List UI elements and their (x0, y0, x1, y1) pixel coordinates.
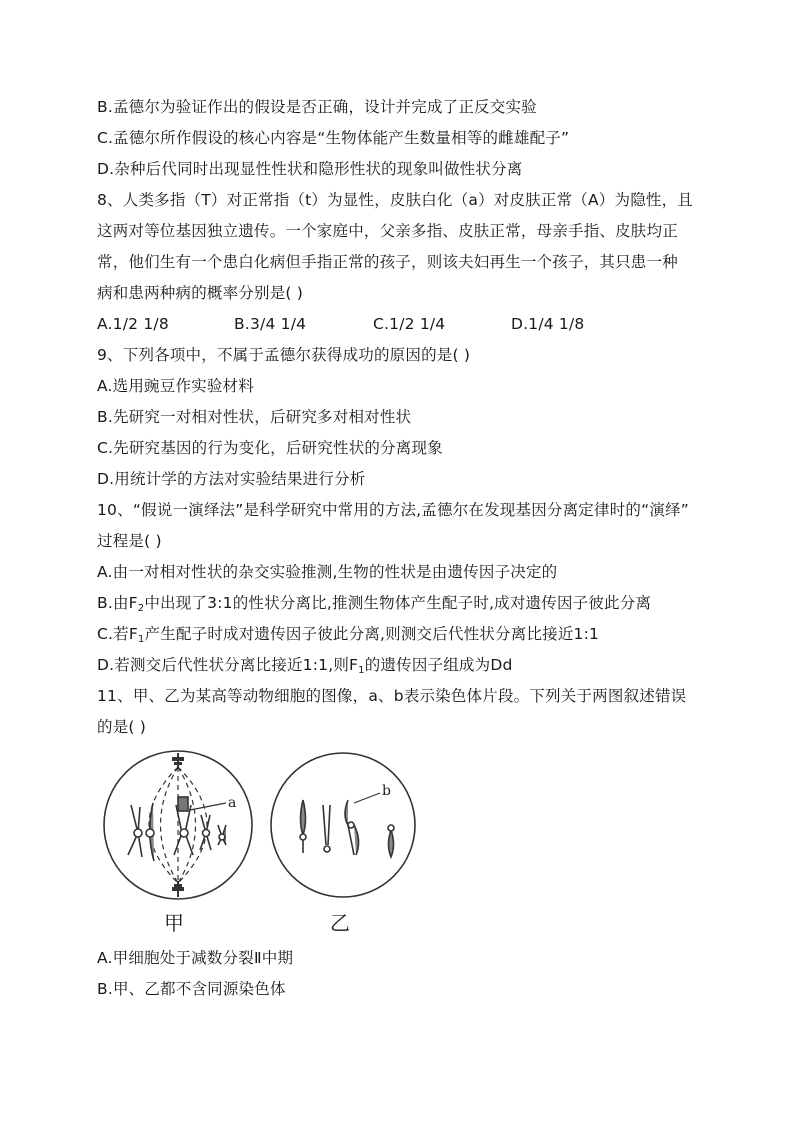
q8-option-b: B.3/4 1/4 (234, 315, 307, 333)
q10c-subscript: 1 (137, 634, 145, 645)
cell-diagram (98, 745, 458, 945)
q7-option-b: B.孟德尔为验证作出的假设是否正确，设计并完成了正反交实验 (97, 98, 537, 116)
pointer-line-b (354, 793, 380, 803)
q10c-text-pre: C.若F (97, 625, 138, 643)
q10-option-d (97, 655, 513, 681)
centrosome-bottom (172, 881, 184, 897)
chromosome-small (218, 825, 226, 845)
mark-b: b (382, 783, 391, 799)
q11-option-a: A.甲细胞处于减数分裂Ⅱ中期 (97, 949, 294, 967)
chromosome-yi-4 (388, 825, 394, 857)
chromosome-x-middle (174, 797, 193, 855)
chromosome-x-middle2 (200, 815, 211, 850)
mark-a: a (228, 795, 237, 811)
q8-stem-line-1: 8、人类多指（T）对正常指（t）为显性，皮肤白化（a）对皮肤正常（A）为隐性，且 (97, 191, 694, 209)
q8-stem-line-2: 这两对等位基因独立遗传。一个家庭中，父亲多指、皮肤正常，母亲手指、皮肤均正 (97, 222, 678, 240)
q10d-text-pre: D.若测交后代性状分离比接近1:1,则F (97, 656, 359, 674)
q10-stem-line-2: 过程是( ) (97, 532, 162, 550)
cell-yi (271, 753, 415, 897)
chromosome-yi-2 (323, 805, 330, 852)
chromosome-x-left2 (146, 803, 154, 861)
q8-option-d: D.1/4 1/8 (511, 315, 585, 333)
q8-option-c: C.1/2 1/4 (373, 315, 446, 333)
q10-option-c (97, 624, 599, 650)
q7-option-c: C.孟德尔所作假设的核心内容是“生物体能产生数量相等的雌雄配子” (97, 129, 570, 147)
q9-option-a: A.选用豌豆作实验材料 (97, 377, 254, 395)
q10-option-b (97, 593, 651, 619)
label-jia: 甲 (164, 911, 184, 935)
q9-option-b: B.先研究一对相对性状，后研究多对相对性状 (97, 408, 412, 426)
cell-figure (98, 745, 458, 945)
centrosome-top (172, 753, 184, 769)
q10b-text-post: 中出现了3:1的性状分离比,推测生物体产生配子时,成对遗传因子彼此分离 (144, 594, 652, 612)
chromosome-x-left (128, 805, 142, 857)
q10b-subscript: 2 (137, 603, 145, 614)
pointer-line-a (190, 803, 226, 810)
q10c-text-post: 产生配子时成对遗传因子彼此分离,则测交后代性状分离比接近1:1 (144, 625, 600, 643)
chromosome-yi-1 (300, 800, 306, 853)
chromosome-yi-3 (345, 800, 359, 855)
q11-stem-line-2: 的是( ) (97, 718, 147, 736)
q8-stem-line-3: 常，他们生有一个患白化病但手指正常的孩子，则该夫妇再生一个孩子，其只患一种 (97, 253, 678, 271)
q10b-text-pre: B.由F (97, 594, 138, 612)
cell-jia (104, 751, 252, 899)
label-yi: 乙 (330, 911, 350, 935)
q9-option-d: D.用统计学的方法对实验结果进行分析 (97, 470, 366, 488)
cell-yi-membrane (271, 753, 415, 897)
q7-option-d: D.杂种后代同时出现显性性状和隐形性状的现象叫做性状分离 (97, 160, 523, 178)
q11-stem-line-1: 11、甲、乙为某高等动物细胞的图像，a、b表示染色体片段。下列关于两图叙述错误 (97, 687, 687, 705)
q10-option-a: A.由一对相对性状的杂交实验推测,生物的性状是由遗传因子决定的 (97, 563, 558, 581)
q9-option-c: C.先研究基因的行为变化，后研究性状的分离现象 (97, 439, 443, 457)
q10-stem-line-1: 10、“假说一演绎法”是科学研究中常用的方法,孟德尔在发现基因分离定律时的“演绎” (97, 501, 689, 519)
q8-option-a: A.1/2 1/8 (97, 315, 169, 333)
spindle-fiber (178, 767, 207, 883)
q10d-text-post: 的遗传因子组成为Dd (364, 656, 513, 674)
q10d-subscript: 1 (358, 665, 365, 676)
q9-stem: 9、下列各项中，不属于孟德尔获得成功的原因的是( ) (97, 346, 471, 364)
q8-stem-line-4: 病和患两种病的概率分别是( ) (97, 284, 304, 302)
q11-option-b: B.甲、乙都不含同源染色体 (97, 980, 286, 998)
